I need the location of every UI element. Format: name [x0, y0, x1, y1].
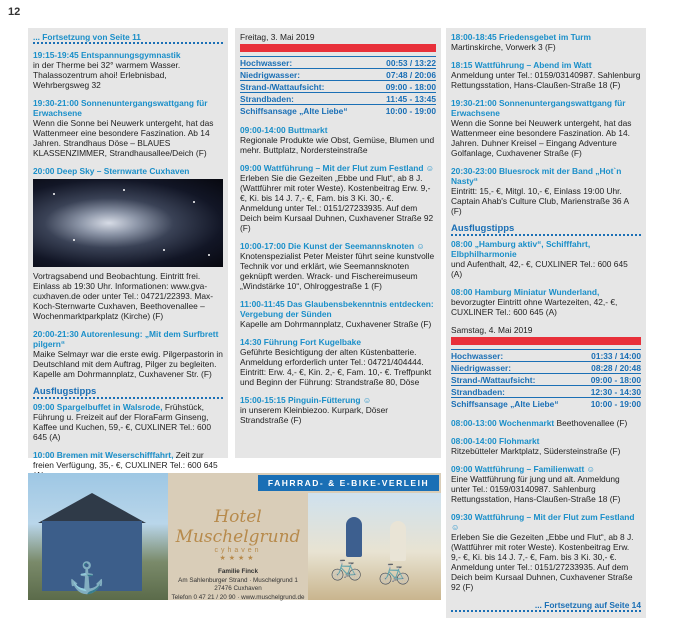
day-bar — [240, 44, 436, 52]
event-body: Regionale Produkte wie Obst, Gemüse, Blumen und mehr. Buttplatz, Nordersteinstraße — [240, 135, 435, 155]
event-title: 20:30-23:00 Bluesrock mit der Band „Hot`n Nasty“ — [451, 166, 622, 186]
event-title: 10:00-17:00 Die Kunst der Seemannsknoten ☺ — [240, 241, 425, 251]
event-body: Geführte Besichtigung der alten Küstenbatterie. Anmeldung erforderlich unter Tel.: 04721/404444. Eintritt: Erw. 4,- €, Kin. 2,- €, Fam. 10,- €. Treffpunkt und Beginn der Führung: Strandstraße 80, Döse — [240, 347, 432, 387]
event-title: 09:00-14:00 Buttmarkt — [240, 125, 328, 135]
event-title: 20:00-21:30 Autorenlesung: „Mit dem Surfbrett pilgern“ — [33, 329, 219, 349]
hotel-advertisement — [28, 473, 441, 600]
event-title: 09:00 Wattführung – Mit der Flut zum Festland ☺ — [240, 163, 435, 173]
hotel-logo-sub: cyhaven — [214, 547, 262, 554]
ad-city: 27476 Cuxhaven — [214, 585, 262, 592]
tide-value: 01:33 / 14:00 — [580, 350, 641, 362]
trip-body: und Aufenthalt, 42,- €, CUXLINER Tel.: 600 645 (A) — [451, 259, 628, 279]
event — [33, 98, 223, 158]
event — [240, 299, 436, 329]
event-body: Erleben Sie die Gezeiten „Ebbe und Flut“, ab 8 J. (Wattführer mit roter Weste). Kostenbeitrag Erw. 9,- €, Ki. bis 14 J. 7,- €, Fam. bis 3 Ki. 30,- €. Anmeldung unter Tel.: 0151/27233935. Auf dem Deich beim Kursaal Duhnen, Cuxhavener Straße 92 (F) — [240, 173, 434, 233]
event-title: 19:30-21:00 Sonnenuntergangswattgang für Erwachsene — [451, 98, 626, 118]
galaxy-photo — [33, 179, 223, 267]
event-body: Erleben Sie die Gezeiten „Ebbe und Flut“, ab 8 J. (Wattführer mit roter Weste). Kostenbeitrag Erw. 9,- €, Ki. bis 14 J. 7,- €, Fam. bis 3 Ki. 30,- €. Anmeldung unter Tel.: 0151/27233935. Auf dem Deich beim Kursaal Duhnen, Cuxhavener Straße 92 (F) — [451, 532, 634, 592]
tide-label: Strand-/Wattaufsicht: — [451, 374, 580, 386]
event-body: Eintritt: 15,- €, Mitgl. 10,- €, Einlass 19:00 Uhr. Captain Ahab's Culture Club, Marienstraße 36 A (F) — [451, 186, 629, 216]
ad-family: Familie Finck — [218, 568, 258, 575]
hotel-stars: ★★★★ — [219, 555, 257, 562]
event-body: Kapelle am Dohrmannplatz, Cuxhavener Straße (F) — [240, 319, 432, 329]
event-title: 08:00-14:00 Flohmarkt — [451, 436, 540, 446]
day-heading: Freitag, 3. Mai 2019 — [240, 32, 315, 42]
event-title: 15:00-15:15 Pinguin-Fütterung ☺ — [240, 395, 372, 405]
section-ausflugstipps: Ausflugstipps — [451, 224, 641, 236]
hotel-logo: Hotel Muschelgrund — [175, 507, 301, 547]
tide-label: Hochwasser: — [240, 57, 374, 69]
event — [240, 337, 436, 387]
event-title: 19:15-19:45 Entspannungsgymnastik — [33, 50, 181, 60]
event — [451, 418, 641, 428]
event-title: 18:15 Wattführung – Abend im Watt — [451, 60, 592, 70]
tide-value: 10:00 - 19:00 — [374, 105, 436, 117]
bicycle-icon: 🚲 — [330, 551, 363, 581]
tide-value: 11:45 - 13:45 — [374, 93, 436, 105]
tide-label: Hochwasser: — [451, 350, 580, 362]
page-number: 12 — [8, 6, 21, 18]
deepsky-body: Vortragsabend und Beobachtung. Eintritt frei. Einlass ab 19:30 Uhr. Informationen: www.gva-cuxhaven.de oder unter Tel.: 04721/22393. Max-Koch-Sternwarte Cuxhaven, Beethovenallee – Wochenmarktparkplatz (Kirche) (F) — [33, 271, 214, 321]
event — [33, 50, 223, 90]
ad-phone: Telefon 0 47 21 / 20 90 · www.muschelgrund.de — [171, 593, 305, 601]
event-title: 08:00-13:00 Wochenmarkt — [451, 418, 555, 428]
event — [451, 464, 641, 504]
ad-banner: FAHRRAD- & E-BIKE-VERLEIH — [258, 475, 439, 491]
event-title: 18:00-18:45 Friedensgebet im Turm — [451, 32, 591, 42]
event-title: 14:30 Führung Fort Kugelbake — [240, 337, 361, 347]
tide-value: 09:00 - 18:00 — [374, 81, 436, 93]
event — [240, 395, 436, 425]
bicycle-icon: 🚲 — [378, 555, 411, 585]
continued-to: ... Fortsetzung auf Seite 14 — [451, 600, 641, 612]
trip — [451, 239, 641, 279]
event — [451, 512, 641, 592]
tide-value: 07:48 / 20:06 — [374, 69, 436, 81]
event-body: Knotenspezialist Peter Meister führt seine kunstvolle Technik vor und erklärt, wie Seemannsknoten geknüpft werden. Wrack- und Fischereimuseum „Windstärke 10“, Ohlroggestraße 1 (F) — [240, 251, 435, 291]
ad-photo-cyclists — [308, 493, 441, 600]
column-3 — [446, 28, 646, 618]
event-body: Wenn die Sonne bei Neuwerk untergeht, hat das Wattenmeer eine besondere Faszination. Ab 14 Jahren. Strandhaus Döse – BLAUES KLASSENZIMMER, Strandhausallee/Deich (F) — [33, 118, 214, 158]
tide-value: 08:28 / 20:48 — [580, 362, 641, 374]
continued-from: ... Fortsetzung von Seite 11 — [33, 32, 223, 44]
tide-label: Strandbaden: — [240, 93, 374, 105]
column-1 — [28, 28, 228, 470]
event — [240, 241, 436, 291]
tide-value: 10:00 - 19:00 — [580, 398, 641, 410]
event-title: 09:30 Wattführung – Mit der Flut zum Festland ☺ — [451, 512, 635, 532]
tide-table — [451, 349, 641, 409]
event-body: Wenn die Sonne bei Neuwerk untergeht, hat das Wattenmeer eine besondere Faszination. Ab 14. Jahren. Duhner Kreisel – Eingang Adventure Golfanlage, Cuxhavener Straße (F) — [451, 118, 632, 158]
event — [451, 32, 641, 52]
event-title: 11:00-11:45 Das Glaubensbekenntnis entdecken: Vergebung der Sünden — [240, 299, 434, 319]
event-body: Martinskirche, Vorwerk 3 (F) — [451, 42, 556, 52]
event — [240, 125, 436, 155]
day-heading: Samstag, 4. Mai 2019 — [451, 325, 533, 335]
tide-label: Schiffsansage „Alte Liebe“ — [240, 105, 374, 117]
anchor-icon: ⚓ — [68, 562, 106, 595]
trip-title: 08:00 Hamburg Miniatur Wunderland, — [451, 287, 600, 297]
trip — [451, 287, 641, 317]
ad-address: Am Sahlenburger Strand · Muschelgrund 1 — [178, 576, 298, 584]
event-body: in unserem Kleinbiezoo. Kurpark, Döser Strandstraße (F) — [240, 405, 389, 425]
event — [240, 163, 436, 233]
trip — [33, 402, 223, 442]
tide-value: 09:00 - 18:00 — [580, 374, 641, 386]
event — [33, 329, 223, 379]
trip-title: 10:00 Bremen mit Weserschifffahrt, — [33, 450, 174, 460]
tide-label: Strand-/Wattaufsicht: — [240, 81, 374, 93]
tide-value: 00:53 / 13:22 — [374, 57, 436, 69]
event — [451, 98, 641, 158]
tide-label: Strandbaden: — [451, 386, 580, 398]
tide-label: Schiffsansage „Alte Liebe“ — [451, 398, 580, 410]
trip-body: bevorzugter Eintritt ohne Wartezeiten, 42,- €, CUXLINER Tel.: 600 645 (A) — [451, 297, 618, 317]
tide-table — [240, 56, 436, 116]
trip-title: 08:00 „Hamburg aktiv“, Schifffahrt, Elbphilharmonie — [451, 239, 591, 259]
house-roof — [38, 493, 146, 523]
ad-photo-house — [28, 473, 168, 600]
deepsky-title: 20:00 Deep Sky – Sternwarte Cuxhaven — [33, 166, 190, 176]
trip-title: 09:00 Spargelbuffet in Walsrode, — [33, 402, 163, 412]
column-2 — [235, 28, 441, 458]
section-ausflugstipps: Ausflugstipps — [33, 387, 223, 399]
event-body: Eine Wattführung für jung und alt. Anmeldung unter Tel.: 0159/03140987. Sahlenburg Rettungsstation, Hans-Claußen-Straße 18 (F) — [451, 474, 621, 504]
tide-label: Niedrigwasser: — [240, 69, 374, 81]
day-bar — [451, 337, 641, 345]
tide-value: 12:30 - 14:30 — [580, 386, 641, 398]
event-title: 19:30-21:00 Sonnenuntergangswattgang für Erwachsene — [33, 98, 208, 118]
ad-contact — [168, 568, 308, 602]
trip-body: Frühstück, Führung u. Freizeit auf der FloraFarm Ginseng, Kaffee und Kuchen, 59,- €, CUXLINER Tel.: 600 645 (A) — [33, 402, 211, 442]
ad-hotel-info — [168, 493, 308, 600]
event — [451, 60, 641, 90]
event-body: Beethovenallee (F) — [556, 418, 628, 428]
event-body: in der Therme bei 32° warmem Wasser. Thalassozentrum ahoi! Erlebnisbad, Wehrbergsweg 32 — [33, 60, 181, 90]
trip-body: Zeit zur freien Verfügung, 35,- €, CUXLINER Tel.: 600 645 — [33, 450, 218, 470]
event-title: 09:00 Wattführung – Familienwatt ☺ — [451, 464, 596, 474]
event-body: Maike Selmayr war die erste ewig. Pilgerpastorin in Deutschland mit dem Auftrag, Pilger zu begleiten. Kapelle am Dohrmannplatz, Cuxhavener Str. (F) — [33, 349, 223, 379]
event-body: Anmeldung unter Tel.: 0159/03140987. Sahlenburg Rettungsstation, Hans-Claußen-Straße 18 (F) — [451, 70, 641, 90]
event-body: Ritzebütteler Marktplatz, Südersteinstraße (F) — [451, 446, 621, 456]
event — [451, 436, 641, 456]
tide-label: Niedrigwasser: — [451, 362, 580, 374]
event — [451, 166, 641, 216]
